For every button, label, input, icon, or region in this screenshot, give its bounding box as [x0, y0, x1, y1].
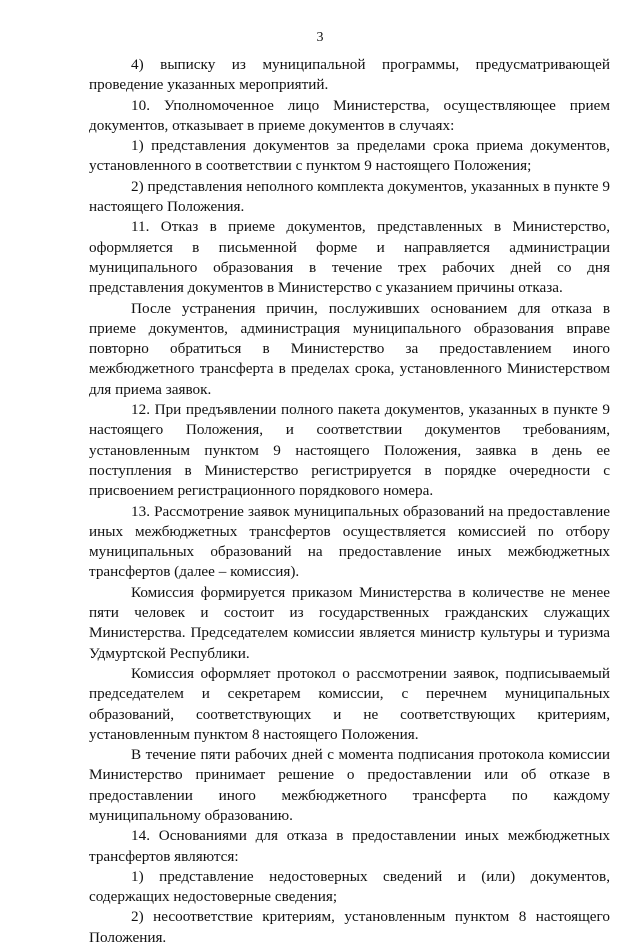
document-body [89, 55, 610, 948]
paragraph-10-refusal-receipt: 10. Уполномоченное лицо Министерства, осуществляющее прием документов, отказывает в приеме документов в случаях: [89, 96, 610, 134]
paragraph-10-case-1: 1) представления документов за пределами срока приема документов, установленного в соответствии с пунктом 9 настоящего Положения; [89, 137, 610, 175]
paragraph-10-case-2: 2) представления неполного комплекта документов, указанных в пункте 9 настоящего Положения. [89, 177, 610, 216]
page-number: 3 [316, 30, 324, 45]
paragraph-11-resubmission: После устранения причин, послуживших основанием для отказа в приеме документов, администрация муниципального образования вправе повторно обратиться в Министерство за предоставлением иного межбюджетного трансферта в пределах срока, установленного Министерством для приема заявок. [89, 299, 610, 398]
paragraph-13-commission-review: 13. Рассмотрение заявок муниципальных образований на предоставление иных межбюджетных трансфертов осуществляется комиссией по отбору муниципальных образований на предоставление иных межбюджетных трансфертов (далее – комиссия). [89, 502, 610, 581]
paragraph-item-4-extract: 4) выписку из муниципальной программы, предусматривающей проведение указанных мероприятий. [89, 56, 610, 94]
paragraph-12-registration: 12. При предъявлении полного пакета документов, указанных в пункте 9 настоящего Положения, и соответствии документов требованиям, установленным пунктом 9 настоящего Положения, заявка в день ее поступления в Министерство регистрируется в порядке очередности с присвоением регистрационного порядкового номера. [89, 401, 610, 500]
paragraph-14-ground-1: 1) представление недостоверных сведений и (или) документов, содержащих недостоверные сведения; [89, 867, 610, 906]
paragraph-13-decision: В течение пяти рабочих дней с момента подписания протокола комиссии Министерство принимает решение о предоставлении или об отказе в предоставлении иного межбюджетного трансферта по каждому муниципальному образованию. [89, 746, 610, 824]
paragraph-14-ground-2: 2) несоответствие критериям, установленным пунктом 8 настоящего Положения. [89, 908, 610, 946]
paragraph-13-protocol: Комиссия оформляет протокол о рассмотрении заявок, подписываемый председателем и секретарем комиссии, с перечнем муниципальных образований, соответствующих и не соответствующих критериям, установленным пунктом 8 настоящего Положения. [89, 664, 610, 743]
paragraph-11-refusal-form: 11. Отказ в приеме документов, представленных в Министерство, оформляется в письменной форме и направляется администрации муниципального образования в течение трех рабочих дней со дня представления документов в Министерство с указанием причины отказа. [89, 218, 610, 297]
paragraph-13-commission-formation: Комиссия формируется приказом Министерства в количестве не менее пяти человек и состоит из государственных гражданских служащих Министерства. Председателем комиссии является министр культуры и туризма Удмуртской Республики. [89, 583, 610, 662]
paragraph-14-grounds: 14. Основаниями для отказа в предоставлении иных межбюджетных трансфертов являются: [89, 827, 610, 865]
